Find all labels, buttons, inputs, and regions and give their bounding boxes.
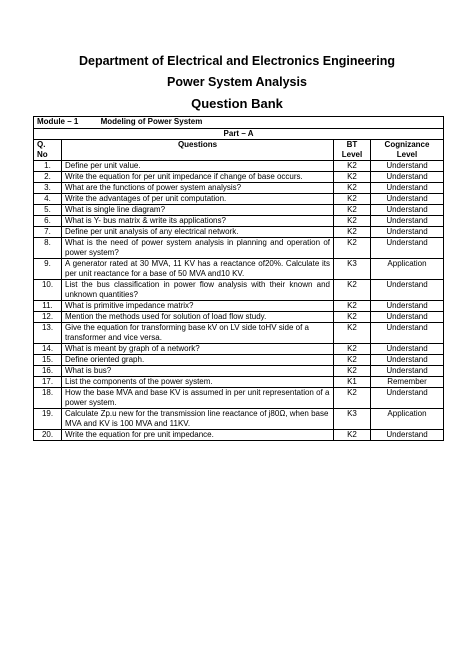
table-row: [34, 366, 444, 377]
question-text: List the bus classification in power flow analysis with their known and unknown quantities?: [62, 280, 334, 301]
question-number: 5.: [34, 205, 62, 216]
cognizance-level: Understand: [371, 312, 444, 323]
question-text: How the base MVA and base KV is assumed in per unit representation of a power system.: [62, 388, 334, 409]
bt-level: K2: [334, 227, 371, 238]
question-number: 10.: [34, 280, 62, 301]
table-row: [34, 183, 444, 194]
question-number: 2.: [34, 172, 62, 183]
table-row: [34, 344, 444, 355]
question-text: Calculate Zp.u new for the transmission line reactance of j80Ω, when base MVA and KV is 100 MVA and 11KV.: [62, 409, 334, 430]
question-text: What is meant by graph of a network?: [62, 344, 334, 355]
question-text: Define per unit value.: [62, 161, 334, 172]
module-title: Modeling of Power System: [100, 117, 203, 126]
subject-heading: Power System Analysis: [167, 75, 307, 89]
question-text: Write the advantages of per unit computation.: [62, 194, 334, 205]
question-number: 15.: [34, 355, 62, 366]
cognizance-level: Remember: [371, 377, 444, 388]
question-number: 14.: [34, 344, 62, 355]
question-number: 13.: [34, 323, 62, 344]
table-row: [34, 323, 444, 344]
bt-level: K2: [334, 216, 371, 227]
cognizance-level: Understand: [371, 194, 444, 205]
table-row: [34, 216, 444, 227]
question-number: 4.: [34, 194, 62, 205]
question-number: 3.: [34, 183, 62, 194]
question-number: 12.: [34, 312, 62, 323]
table-row: [34, 280, 444, 301]
cognizance-level: Application: [371, 409, 444, 430]
header-bt-level: BT Level: [334, 140, 371, 161]
question-text: Mention the methods used for solution of load flow study.: [62, 312, 334, 323]
bt-level: K2: [334, 205, 371, 216]
part-row: [34, 129, 444, 140]
bt-level: K3: [334, 409, 371, 430]
cognizance-level: Understand: [371, 355, 444, 366]
table-row: [34, 172, 444, 183]
question-text: What is bus?: [62, 366, 334, 377]
cognizance-level: Understand: [371, 344, 444, 355]
question-text: What is Y- bus matrix & write its applications?: [62, 216, 334, 227]
module-cell: [34, 117, 444, 129]
bt-level: K2: [334, 183, 371, 194]
question-number: 11.: [34, 301, 62, 312]
question-bank-table: [33, 116, 444, 441]
table-row: [34, 259, 444, 280]
table-row: [34, 301, 444, 312]
cognizance-level: Understand: [371, 172, 444, 183]
table-row: [34, 205, 444, 216]
question-number: 9.: [34, 259, 62, 280]
question-text: A generator rated at 30 MVA, 11 KV has a reactance of20%. Calculate its per unit reactance for a base of 50 MVA and10 KV.: [62, 259, 334, 280]
question-number: 17.: [34, 377, 62, 388]
bt-level: K2: [334, 238, 371, 259]
bt-level: K2: [334, 344, 371, 355]
table-row: [34, 377, 444, 388]
bt-level: K2: [334, 430, 371, 441]
table-row: [34, 388, 444, 409]
question-text: What is the need of power system analysis in planning and operation of power system?: [62, 238, 334, 259]
question-text: Give the equation for transforming base kV on LV side toHV side of a transformer and vice versa.: [62, 323, 334, 344]
part-label: Part – A: [34, 129, 444, 140]
bt-level: K2: [334, 161, 371, 172]
cognizance-level: Understand: [371, 388, 444, 409]
bt-level: K3: [334, 259, 371, 280]
question-number: 6.: [34, 216, 62, 227]
cognizance-level: Understand: [371, 238, 444, 259]
cognizance-level: Understand: [371, 430, 444, 441]
question-text: List the components of the power system.: [62, 377, 334, 388]
cognizance-level: Understand: [371, 161, 444, 172]
header-cognizance-level: Cognizance Level: [371, 140, 444, 161]
question-text: Define oriented graph.: [62, 355, 334, 366]
question-text: What is single line diagram?: [62, 205, 334, 216]
question-text: What is primitive impedance matrix?: [62, 301, 334, 312]
cognizance-level: Understand: [371, 323, 444, 344]
cognizance-level: Understand: [371, 205, 444, 216]
bt-level: K2: [334, 301, 371, 312]
question-number: 20.: [34, 430, 62, 441]
cognizance-level: Understand: [371, 227, 444, 238]
question-text: What are the functions of power system analysis?: [62, 183, 334, 194]
cognizance-level: Understand: [371, 301, 444, 312]
question-number: 19.: [34, 409, 62, 430]
table-row: [34, 194, 444, 205]
question-text: Write the equation for pre unit impedance.: [62, 430, 334, 441]
bt-level: K2: [334, 280, 371, 301]
bt-level: K2: [334, 355, 371, 366]
header-qno: Q. No: [34, 140, 62, 161]
module-label: Module – 1: [37, 117, 79, 126]
bt-level: K2: [334, 366, 371, 377]
cognizance-level: Understand: [371, 216, 444, 227]
question-number: 18.: [34, 388, 62, 409]
document-title: Question Bank: [191, 96, 283, 111]
table-header-row: [34, 140, 444, 161]
table-row: [34, 227, 444, 238]
table-row: [34, 312, 444, 323]
table-row: [34, 355, 444, 366]
cognizance-level: Understand: [371, 280, 444, 301]
bt-level: K2: [334, 323, 371, 344]
bt-level: K2: [334, 172, 371, 183]
table-row: [34, 238, 444, 259]
cognizance-level: Application: [371, 259, 444, 280]
table-row: [34, 161, 444, 172]
cognizance-level: Understand: [371, 366, 444, 377]
bt-level: K1: [334, 377, 371, 388]
question-number: 16.: [34, 366, 62, 377]
question-number: 7.: [34, 227, 62, 238]
department-heading: Department of Electrical and Electronics Engineering: [78, 54, 396, 68]
question-text: Define per unit analysis of any electrical network.: [62, 227, 334, 238]
cognizance-level: Understand: [371, 183, 444, 194]
question-text: Write the equation for per unit impedance if change of base occurs.: [62, 172, 334, 183]
bt-level: K2: [334, 388, 371, 409]
bt-level: K2: [334, 194, 371, 205]
table-row: [34, 409, 444, 430]
question-number: 8.: [34, 238, 62, 259]
bt-level: K2: [334, 312, 371, 323]
module-row: [34, 117, 444, 129]
header-questions: Questions: [62, 140, 334, 161]
table-row: [34, 430, 444, 441]
question-number: 1.: [34, 161, 62, 172]
